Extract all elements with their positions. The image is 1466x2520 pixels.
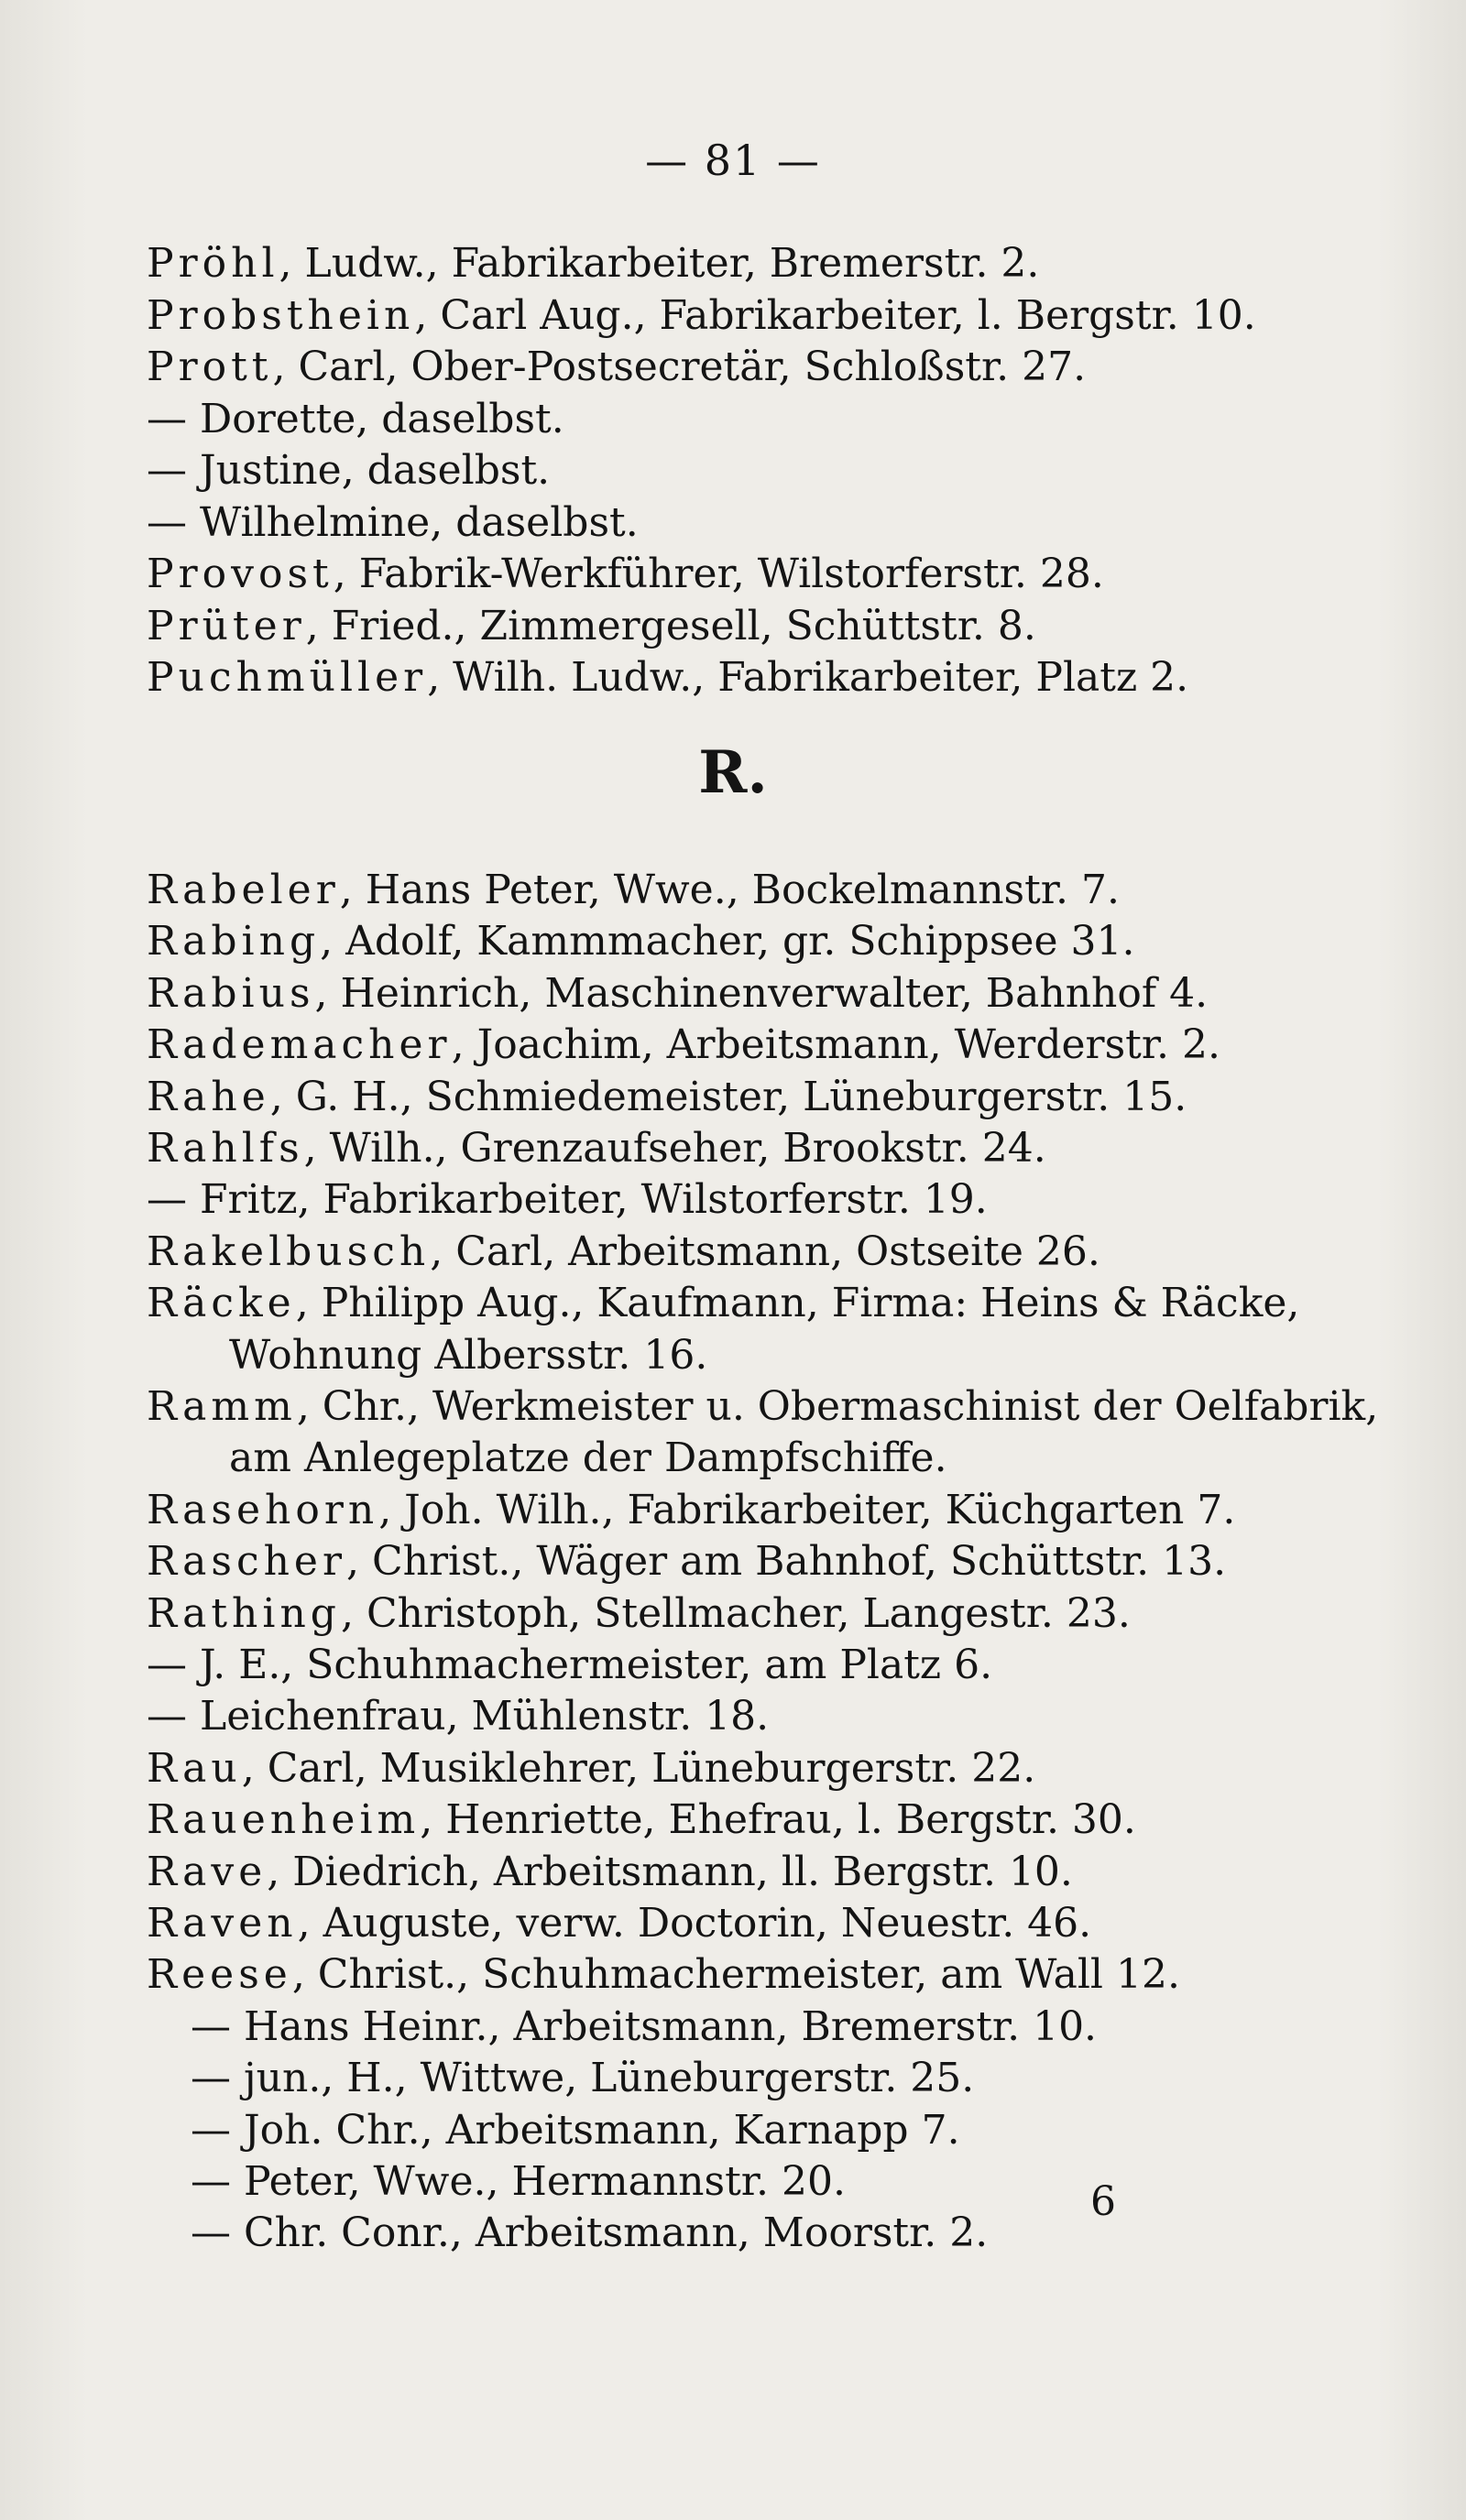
repeat-dash: —: [147, 1176, 200, 1224]
directory-entry: [147, 865, 1120, 916]
directory-entry: [229, 1433, 947, 1484]
entry-details: jun., H., Wittwe, Lüneburgerstr. 25.: [244, 2055, 975, 2102]
entry-surname: Rave: [147, 1848, 268, 1895]
section-heading: R.: [698, 738, 768, 807]
entry-details: , Wilh. Ludw., Fabrikarbeiter, Platz 2.: [427, 654, 1189, 701]
repeat-dash: —: [147, 447, 200, 494]
entry-surname: Rakelbusch: [147, 1227, 431, 1275]
entry-surname: Rauenheim: [147, 1796, 421, 1844]
entry-details: Hans Heinr., Arbeitsmann, Bremerstr. 10.: [244, 2002, 1098, 2050]
repeat-dash: —: [147, 498, 200, 546]
entry-details: , Diedrich, Arbeitsmann, ll. Bergstr. 10.: [267, 1848, 1073, 1895]
directory-entry: [147, 968, 1208, 1020]
entry-surname: Räcke: [147, 1280, 296, 1327]
entry-surname: Prott: [147, 344, 273, 390]
entry-surname: Rahe: [147, 1073, 270, 1120]
directory-entry: [147, 1381, 1378, 1433]
directory-entry: [191, 2002, 1097, 2053]
directory-entry: [147, 1847, 1073, 1898]
directory-entry: [147, 1485, 1235, 1536]
repeat-dash: —: [147, 1642, 200, 1688]
entry-details: J. E., Schuhmachermeister, am Platz 6.: [200, 1642, 993, 1688]
entry-details: Leichenfrau, Mühlenstr. 18.: [200, 1693, 770, 1740]
directory-entry: [147, 1640, 992, 1691]
repeat-dash: —: [191, 2106, 244, 2154]
entry-details: Wilhelmine, daselbst.: [200, 498, 639, 546]
entry-details: Dorette, daselbst.: [200, 395, 564, 442]
entry-surname: Rasehorn: [147, 1486, 379, 1533]
entry-details: , G. H., Schmiedemeister, Lüneburgerstr. 15.: [269, 1073, 1187, 1120]
repeat-dash: —: [191, 2002, 244, 2050]
entry-details: , Christ., Schuhmachermeister, am Wall 12.: [291, 1951, 1180, 1999]
entry-details: , Henriette, Ehefrau, l. Bergstr. 30.: [420, 1796, 1136, 1844]
directory-entry: [147, 1278, 1299, 1329]
entry-details: , Wilh., Grenzaufseher, Brookstr. 24.: [303, 1125, 1046, 1172]
entry-details: , Carl, Musiklehrer, Lüneburgerstr. 22.: [241, 1744, 1036, 1792]
entry-surname: Ramm: [147, 1383, 297, 1430]
directory-entry: [147, 1123, 1046, 1174]
directory-entry: [147, 1795, 1136, 1846]
directory-entry: [147, 1072, 1187, 1123]
repeat-dash: —: [147, 1693, 200, 1740]
repeat-dash: —: [191, 2158, 244, 2205]
entry-surname: Rascher: [147, 1538, 347, 1586]
entry-details: , Auguste, verw. Doctorin, Neuestr. 46.: [297, 1900, 1092, 1947]
directory-entry: [147, 1588, 1131, 1640]
directory-entry: [147, 916, 1134, 967]
entry-details: , Joh. Wilh., Fabrikarbeiter, Küchgarten 7.: [378, 1486, 1236, 1533]
directory-entry: [147, 1174, 988, 1226]
directory-entry: [147, 1743, 1035, 1795]
entry-surname: Raven: [147, 1900, 298, 1947]
entry-surname: Puchmüller: [147, 654, 428, 701]
repeat-dash: —: [147, 395, 200, 442]
repeat-dash: —: [191, 2209, 244, 2257]
directory-entry: [147, 1898, 1091, 1949]
entry-details: Justine, daselbst.: [200, 447, 551, 494]
entry-details: Peter, Wwe., Hermannstr. 20.: [244, 2158, 846, 2205]
directory-entry: [191, 2053, 974, 2104]
entry-details: Chr. Conr., Arbeitsmann, Moorstr. 2.: [244, 2209, 989, 2257]
printer-signature: 6: [1090, 2178, 1116, 2225]
entry-surname: Provost: [147, 551, 334, 597]
directory-entry: [147, 1536, 1226, 1587]
entry-details: , Carl Aug., Fabrikarbeiter, l. Bergstr. 10.: [414, 291, 1256, 339]
entry-details: , Christ., Wäger am Bahnhof, Schüttstr. 13.: [346, 1538, 1227, 1586]
entry-surname: Rahlfs: [147, 1125, 304, 1172]
entry-surname: Rabius: [147, 969, 315, 1017]
entry-details: , Hans Peter, Wwe., Bockelmannstr. 7.: [339, 867, 1120, 913]
entry-surname: Rabing: [147, 918, 321, 965]
entry-details: Joh. Chr., Arbeitsmann, Karnapp 7.: [244, 2106, 960, 2154]
entry-details: , Philipp Aug., Kaufmann, Firma: Heins & Räcke,: [295, 1280, 1300, 1327]
entry-surname: Reese: [147, 1951, 292, 1999]
entry-details: am Anlegeplatze der Dampfschiffe.: [229, 1435, 947, 1482]
entry-details: Wohnung Albersstr. 16.: [229, 1331, 708, 1379]
entry-details: Fritz, Fabrikarbeiter, Wilstorferstr. 19.: [200, 1176, 988, 1224]
directory-entry: [147, 1949, 1180, 2001]
entry-surname: Prüter: [147, 602, 306, 649]
entry-surname: Pröhl: [147, 240, 279, 287]
directory-entry: [191, 2105, 960, 2156]
directory-entry: [147, 1020, 1220, 1071]
page-number: — 81 —: [645, 136, 821, 185]
directory-entry: [147, 1691, 769, 1742]
entry-details: , Fabrik-Werkführer, Wilstorferstr. 28.: [333, 551, 1104, 597]
entry-details: , Fried., Zimmergesell, Schüttstr. 8.: [305, 602, 1036, 649]
entry-surname: Rabeler: [147, 867, 340, 913]
repeat-dash: —: [191, 2055, 244, 2102]
entry-details: , Adolf, Kammmacher, gr. Schippsee 31.: [320, 918, 1135, 965]
entry-details: , Carl, Arbeitsmann, Ostseite 26.: [430, 1227, 1100, 1275]
directory-entry: [147, 1227, 1100, 1278]
entry-details: , Christoph, Stellmacher, Langestr. 23.: [340, 1589, 1131, 1637]
entry-details: , Ludw., Fabrikarbeiter, Bremerstr. 2.: [279, 240, 1040, 287]
entry-surname: Rathing: [147, 1589, 341, 1637]
entry-surname: Probsthein: [147, 291, 415, 339]
entry-details: , Carl, Ober-Postsecretär, Schloßstr. 27.: [272, 344, 1087, 390]
entry-surname: Rademacher: [147, 1021, 452, 1069]
directory-entry: [191, 2156, 846, 2208]
entry-details: , Heinrich, Maschinenverwalter, Bahnhof 4.: [314, 969, 1209, 1017]
entry-details: , Joachim, Arbeitsmann, Werderstr. 2.: [451, 1021, 1220, 1069]
directory-entry: [229, 1330, 707, 1381]
entry-details: , Chr., Werkmeister u. Obermaschinist der Oelfabrik,: [296, 1383, 1379, 1430]
entry-surname: Rau: [147, 1744, 242, 1792]
directory-entry: [191, 2208, 988, 2259]
